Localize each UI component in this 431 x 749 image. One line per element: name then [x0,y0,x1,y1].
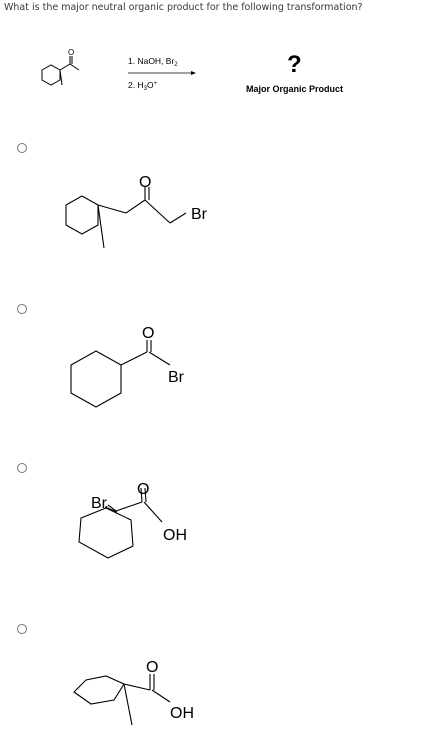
option-2-radio[interactable] [17,304,27,314]
reactant-o-label: O [68,48,75,57]
reactant-structure [42,56,79,85]
reagent-step2: 2. H [128,80,144,90]
svg-text:O: O [139,174,152,191]
product-label: Major Organic Product [246,84,344,94]
svg-text:OH: OH [163,527,187,544]
option-2-structure[interactable] [0,320,431,420]
reagent-step1-sub: 2 [174,62,178,68]
question-text: What is the major neutral organic product for the following transformation? [4,2,363,13]
svg-text:2. H3O+: 2. $H_3O^+$ [128,80,158,92]
svg-text:Br: Br [168,369,184,386]
svg-text:Br: Br [191,206,207,223]
reaction-scheme [0,40,431,110]
svg-text:Br: Br [91,495,107,512]
svg-text:O: O [142,325,155,342]
svg-text:O: O [146,659,159,676]
option-1-radio[interactable] [17,143,27,153]
svg-text:1. NaOH, Br2 [128,56,178,68]
option-4-structure[interactable] [0,640,431,749]
option-1-structure[interactable] [0,160,431,280]
svg-text:OH: OH [170,705,194,722]
reagent-step1: 1. NaOH, Br [128,56,175,66]
option-4-radio[interactable] [17,624,27,634]
svg-text:O: O [137,481,150,498]
option-3-structure[interactable] [0,478,431,588]
unknown-product-mark: ? [287,51,302,78]
option-3-radio[interactable] [17,463,27,473]
